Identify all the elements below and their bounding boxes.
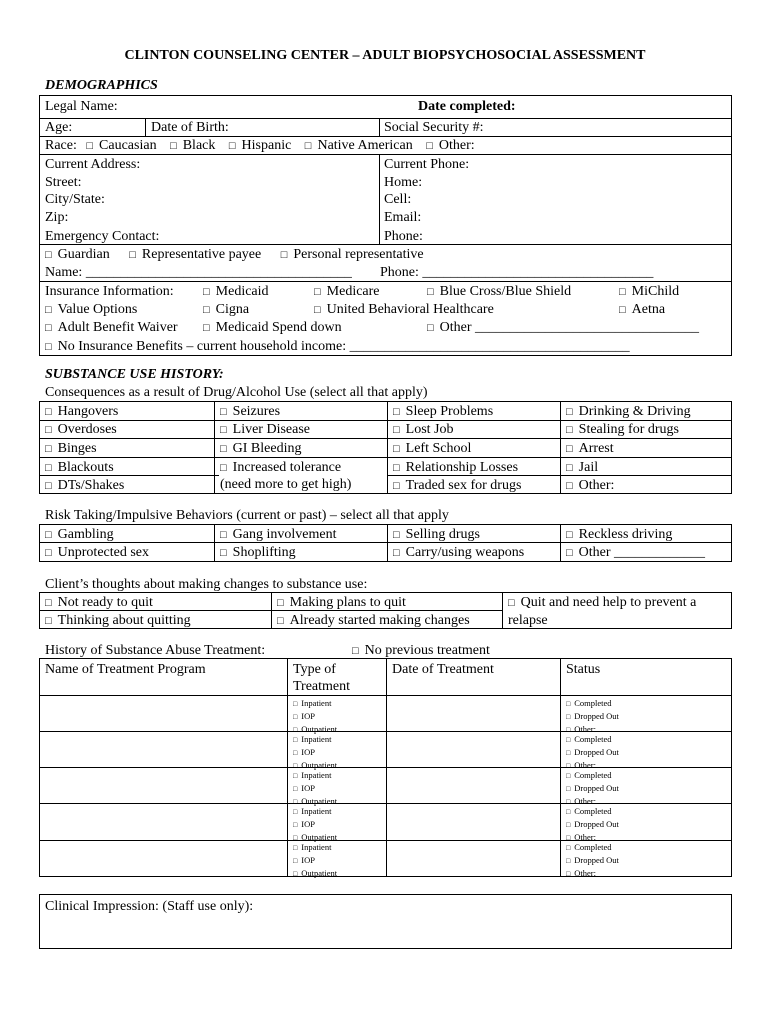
checkbox-icon[interactable]: □ <box>293 749 298 757</box>
demographics-heading: DEMOGRAPHICS <box>45 78 158 93</box>
status-option: Dropped Out <box>574 747 619 757</box>
status-option: Dropped Out <box>574 783 619 793</box>
checkbox-icon[interactable]: □ <box>293 700 298 708</box>
risk-item-label: Gang involvement <box>232 527 337 542</box>
consequence-item <box>393 403 493 421</box>
thought-label: Making plans to quit <box>289 595 406 610</box>
checkbox-icon[interactable]: □ <box>566 700 571 708</box>
consequence-label: GI Bleeding <box>232 441 302 456</box>
checkbox-icon[interactable]: □ <box>566 785 571 793</box>
consequences-label: Consequences as a result of Drug/Alcohol Use (select all that apply) <box>45 385 428 400</box>
checkbox-icon[interactable]: □ <box>45 443 52 455</box>
checkbox-icon[interactable]: □ <box>566 821 571 829</box>
thought-label: Thinking about quitting <box>57 613 191 628</box>
checkbox-icon[interactable]: □ <box>86 140 94 152</box>
checkbox-icon[interactable]: □ <box>566 462 573 474</box>
thought-label: Not ready to quit <box>57 595 153 610</box>
ins-value-label: Value Options <box>57 302 138 317</box>
consequence-label: Relationship Losses <box>405 460 519 475</box>
treatment-status-options <box>566 697 619 736</box>
checkbox-icon[interactable]: □ <box>293 736 298 744</box>
checkbox-icon[interactable]: □ <box>566 772 571 780</box>
checkbox-icon[interactable]: □ <box>566 726 571 734</box>
consequence-item <box>220 459 341 477</box>
rep-payee-option: Representative payee <box>141 247 262 262</box>
risk-item <box>393 526 480 544</box>
checkbox-icon[interactable]: □ <box>45 462 52 474</box>
risk-item-label: Carry/using weapons <box>405 545 525 560</box>
status-option: Other: <box>574 832 596 842</box>
risk-item <box>566 544 705 562</box>
consequence-item <box>566 421 679 439</box>
consequence-item <box>566 403 691 421</box>
risk-item <box>220 544 296 562</box>
ins-bcbs <box>427 283 571 301</box>
race-other: Other: <box>438 138 475 153</box>
ins-michild <box>619 283 679 301</box>
checkbox-icon[interactable]: □ <box>566 808 571 816</box>
status-option: Dropped Out <box>574 819 619 829</box>
race-black: Black <box>182 138 216 153</box>
checkbox-icon[interactable]: □ <box>304 140 312 152</box>
checkbox-icon[interactable]: □ <box>220 443 227 455</box>
current-address-label: Current Address: <box>45 157 141 172</box>
risk-item-label: Other _____________ <box>578 545 706 560</box>
checkbox-icon[interactable]: □ <box>314 286 321 298</box>
type-option: IOP <box>301 711 315 721</box>
type-option: IOP <box>301 747 315 757</box>
representative-row <box>45 246 424 264</box>
consequence-label: Jail <box>578 460 599 475</box>
checkbox-icon[interactable]: □ <box>393 443 400 455</box>
consequence-item <box>393 477 521 495</box>
cell-label: Cell: <box>384 192 412 207</box>
checkbox-icon[interactable]: □ <box>277 597 284 609</box>
ins-medicaid-label: Medicaid <box>215 284 269 299</box>
checkbox-icon[interactable]: □ <box>619 304 626 316</box>
consequence-label: Arrest <box>578 441 614 456</box>
checkbox-icon[interactable]: □ <box>45 529 52 541</box>
history-label: History of Substance Abuse Treatment: <box>45 643 266 658</box>
ins-cigna <box>203 301 249 319</box>
risk-item-label: Unprotected sex <box>57 545 150 560</box>
phone-label: Phone: <box>384 229 423 244</box>
consequence-item <box>45 440 97 458</box>
checkbox-icon[interactable]: □ <box>45 341 52 353</box>
type-option: Outpatient <box>301 760 338 770</box>
checkbox-icon[interactable]: □ <box>203 304 210 316</box>
rep-name-line: Name: ______________________________________ <box>45 265 352 280</box>
ins-other-label: Other ________________________________ <box>439 320 700 335</box>
checkbox-icon[interactable]: □ <box>566 762 571 770</box>
checkbox-icon[interactable]: □ <box>228 140 236 152</box>
ins-abw-label: Adult Benefit Waiver <box>57 320 178 335</box>
form-title: CLINTON COUNSELING CENTER – ADULT BIOPSYCHOSOCIAL ASSESSMENT <box>124 48 646 63</box>
thought-thinking <box>45 612 191 630</box>
checkbox-icon[interactable]: □ <box>45 406 52 418</box>
status-option: Other: <box>574 868 596 878</box>
checkbox-icon[interactable]: □ <box>293 808 298 816</box>
divider <box>379 118 380 136</box>
ins-ubh-label: United Behavioral Healthcare <box>326 302 494 317</box>
status-option: Completed <box>574 698 612 708</box>
checkbox-icon[interactable]: □ <box>220 424 227 436</box>
type-option: Inpatient <box>301 770 332 780</box>
consequence-item <box>220 421 310 439</box>
ins-cigna-label: Cigna <box>215 302 250 317</box>
type-option: Inpatient <box>301 698 332 708</box>
consequence-item <box>393 421 454 439</box>
checkbox-icon[interactable]: □ <box>566 857 571 865</box>
checkbox-icon[interactable]: □ <box>566 424 573 436</box>
ins-abw <box>45 319 178 337</box>
risk-item-label: Reckless driving <box>578 527 673 542</box>
type-option: Outpatient <box>301 724 338 734</box>
checkbox-icon[interactable]: □ <box>566 749 571 757</box>
checkbox-icon[interactable]: □ <box>427 286 434 298</box>
checkbox-icon[interactable]: □ <box>566 480 573 492</box>
rep-phone-line: Phone: _________________________________ <box>380 265 654 280</box>
checkbox-icon[interactable]: □ <box>293 870 298 878</box>
ins-ubh <box>314 301 494 319</box>
checkbox-icon[interactable]: □ <box>619 286 626 298</box>
checkbox-icon[interactable]: □ <box>393 406 400 418</box>
consequence-label: Stealing for drugs <box>578 422 679 437</box>
consequence-label: Hangovers <box>57 404 119 419</box>
thought-label: Already started making changes <box>289 613 470 628</box>
col-status: Status <box>566 662 601 677</box>
checkbox-icon[interactable]: □ <box>293 785 298 793</box>
divider <box>145 118 146 136</box>
checkbox-icon[interactable]: □ <box>45 304 52 316</box>
checkbox-icon[interactable]: □ <box>280 249 288 261</box>
zip-label: Zip: <box>45 210 69 225</box>
clinical-impression-label: Clinical Impression: (Staff use only): <box>45 899 254 914</box>
checkbox-icon[interactable]: □ <box>129 249 136 261</box>
consequence-label: Other: <box>578 478 615 493</box>
consequence-item <box>566 477 614 495</box>
risk-label: Risk Taking/Impulsive Behaviors (current or past) – select all that apply <box>45 508 449 523</box>
checkbox-icon[interactable]: □ <box>45 547 52 559</box>
treatment-type-options <box>293 697 337 736</box>
consequence-item <box>45 421 117 439</box>
checkbox-icon[interactable]: □ <box>566 798 571 806</box>
status-option: Completed <box>574 734 612 744</box>
checkbox-icon[interactable]: □ <box>203 286 210 298</box>
checkbox-icon[interactable]: □ <box>393 547 400 559</box>
treatment-type-options <box>293 841 337 880</box>
consequence-item <box>393 459 518 477</box>
legal-name-label: Legal Name: <box>45 99 118 114</box>
consequence-item <box>45 459 114 477</box>
status-option: Completed <box>574 842 612 852</box>
race-caucasian: Caucasian <box>99 138 157 153</box>
checkbox-icon[interactable]: □ <box>220 547 227 559</box>
checkbox-icon[interactable]: □ <box>293 857 298 865</box>
consequence-item <box>393 440 471 458</box>
consequence-label: Liver Disease <box>232 422 311 437</box>
checkbox-icon[interactable]: □ <box>508 597 515 609</box>
status-option: Completed <box>574 806 612 816</box>
treatment-status-options <box>566 805 619 844</box>
treatment-type-options <box>293 769 337 808</box>
insurance-label: Insurance Information: <box>45 284 174 299</box>
checkbox-icon[interactable]: □ <box>566 844 571 852</box>
checkbox-icon[interactable]: □ <box>393 480 400 492</box>
home-label: Home: <box>384 175 423 190</box>
checkbox-icon[interactable]: □ <box>293 834 298 842</box>
status-option: Dropped Out <box>574 711 619 721</box>
checkbox-icon[interactable]: □ <box>293 798 298 806</box>
ins-aetna <box>619 301 665 319</box>
thought-relapse: relapse <box>508 613 548 628</box>
checkbox-icon[interactable]: □ <box>45 480 52 492</box>
current-phone-label: Current Phone: <box>384 157 470 172</box>
ins-other <box>427 319 699 337</box>
checkbox-icon[interactable]: □ <box>293 762 298 770</box>
type-option: IOP <box>301 783 315 793</box>
consequence-label: Left School <box>405 441 472 456</box>
ins-spend-label: Medicaid Spend down <box>215 320 342 335</box>
checkbox-icon[interactable]: □ <box>426 140 433 152</box>
consequence-label: Lost Job <box>405 422 454 437</box>
no-insurance-label: No Insurance Benefits – current household income: ________________________________________ <box>57 339 630 354</box>
street-label: Street: <box>45 175 82 190</box>
type-option: Inpatient <box>301 842 332 852</box>
date-completed-label: Date completed: <box>418 99 516 114</box>
risk-item-label: Shoplifting <box>232 545 296 560</box>
checkbox-icon[interactable]: □ <box>45 322 52 334</box>
age-label: Age: <box>45 120 73 135</box>
checkbox-icon[interactable]: □ <box>170 140 177 152</box>
checkbox-icon[interactable]: □ <box>220 462 227 474</box>
checkbox-icon[interactable]: □ <box>45 615 52 627</box>
tolerance-note: (need more to get high) <box>220 477 352 492</box>
no-insurance <box>45 338 630 356</box>
guardian-option: Guardian <box>57 247 110 262</box>
consequence-label: Traded sex for drugs <box>405 478 522 493</box>
col-type: Type of <box>293 662 336 677</box>
consequence-item <box>566 459 598 477</box>
status-option: Other: <box>574 724 596 734</box>
thought-not-ready <box>45 594 153 612</box>
treatment-status-options <box>566 769 619 808</box>
city-state-label: City/State: <box>45 192 105 207</box>
checkbox-icon[interactable]: □ <box>566 834 571 842</box>
checkbox-icon[interactable]: □ <box>393 424 400 436</box>
consequence-label: Drinking & Driving <box>578 404 691 419</box>
checkbox-icon[interactable]: □ <box>203 322 210 334</box>
risk-item <box>45 544 149 562</box>
checkbox-icon[interactable]: □ <box>220 529 227 541</box>
race-label: Race: <box>45 138 77 153</box>
race-native-american: Native American <box>317 138 413 153</box>
substance-heading: SUBSTANCE USE HISTORY: <box>45 367 224 382</box>
checkbox-icon[interactable]: □ <box>45 249 52 261</box>
checkbox-icon[interactable]: □ <box>566 547 573 559</box>
no-previous-label: No previous treatment <box>364 643 490 658</box>
ins-medicaid <box>203 283 269 301</box>
consequence-label: Binges <box>57 441 97 456</box>
type-option: IOP <box>301 819 315 829</box>
thought-planning <box>277 594 406 612</box>
race-hispanic: Hispanic <box>241 138 292 153</box>
status-option: Dropped Out <box>574 855 619 865</box>
thought-started <box>277 612 470 630</box>
checkbox-icon[interactable]: □ <box>566 713 571 721</box>
consequence-label: Sleep Problems <box>405 404 494 419</box>
type-option: Outpatient <box>301 832 338 842</box>
type-option: IOP <box>301 855 315 865</box>
ins-medicare <box>314 283 380 301</box>
col-program: Name of Treatment Program <box>45 662 206 677</box>
type-option: Outpatient <box>301 868 338 878</box>
checkbox-icon[interactable]: □ <box>352 645 359 657</box>
risk-item-label: Selling drugs <box>405 527 480 542</box>
ins-michild-label: MiChild <box>631 284 680 299</box>
checkbox-icon[interactable]: □ <box>293 713 298 721</box>
checkbox-icon[interactable]: □ <box>293 726 298 734</box>
checkbox-icon[interactable]: □ <box>45 424 52 436</box>
risk-item <box>45 526 114 544</box>
thoughts-label: Client’s thoughts about making changes to substance use: <box>45 577 368 592</box>
ins-aetna-label: Aetna <box>631 302 666 317</box>
consequence-item <box>220 403 280 421</box>
status-option: Other: <box>574 760 596 770</box>
treatment-status-options <box>566 733 619 772</box>
checkbox-icon[interactable]: □ <box>45 597 52 609</box>
checkbox-icon[interactable]: □ <box>566 443 573 455</box>
col-date: Date of Treatment <box>392 662 494 677</box>
ins-spend <box>203 319 342 337</box>
email-label: Email: <box>384 210 422 225</box>
consequence-label: Increased tolerance <box>232 460 342 475</box>
ins-value <box>45 301 137 319</box>
emergency-contact-label: Emergency Contact: <box>45 229 160 244</box>
ins-bcbs-label: Blue Cross/Blue Shield <box>439 284 572 299</box>
divider <box>379 154 380 244</box>
race-row <box>45 137 475 155</box>
checkbox-icon[interactable]: □ <box>566 529 573 541</box>
consequence-item <box>220 440 301 458</box>
checkbox-icon[interactable]: □ <box>566 406 573 418</box>
checkbox-icon[interactable]: □ <box>277 615 284 627</box>
risk-item <box>566 526 672 544</box>
col-type-2: Treatment <box>293 679 351 694</box>
consequence-item <box>566 440 614 458</box>
consequence-label: DTs/Shakes <box>57 478 125 493</box>
consequence-label: Overdoses <box>57 422 117 437</box>
checkbox-icon[interactable]: □ <box>293 821 298 829</box>
checkbox-icon[interactable]: □ <box>314 304 321 316</box>
checkbox-icon[interactable]: □ <box>393 462 400 474</box>
consequence-item <box>45 477 124 495</box>
treatment-type-options <box>293 733 337 772</box>
checkbox-icon[interactable]: □ <box>293 844 298 852</box>
consequence-label: Seizures <box>232 404 281 419</box>
type-option: Inpatient <box>301 806 332 816</box>
checkbox-icon[interactable]: □ <box>220 406 227 418</box>
checkbox-icon[interactable]: □ <box>566 870 571 878</box>
status-option: Other: <box>574 796 596 806</box>
thought-label: Quit and need help to prevent a <box>520 595 697 610</box>
thought-quit <box>508 594 696 612</box>
checkbox-icon[interactable]: □ <box>427 322 434 334</box>
treatment-type-options <box>293 805 337 844</box>
type-option: Outpatient <box>301 796 338 806</box>
divider <box>39 281 732 282</box>
consequence-label: Blackouts <box>57 460 114 475</box>
treatment-status-options <box>566 841 619 880</box>
consequence-item <box>45 403 118 421</box>
personal-rep-option: Personal representative <box>293 247 424 262</box>
risk-item <box>220 526 336 544</box>
risk-item <box>393 544 524 562</box>
checkbox-icon[interactable]: □ <box>293 772 298 780</box>
dob-label: Date of Birth: <box>151 120 229 135</box>
checkbox-icon[interactable]: □ <box>393 529 400 541</box>
ins-medicare-label: Medicare <box>326 284 380 299</box>
type-option: Inpatient <box>301 734 332 744</box>
checkbox-icon[interactable]: □ <box>566 736 571 744</box>
status-option: Completed <box>574 770 612 780</box>
ssn-label: Social Security #: <box>384 120 484 135</box>
risk-item-label: Gambling <box>57 527 114 542</box>
